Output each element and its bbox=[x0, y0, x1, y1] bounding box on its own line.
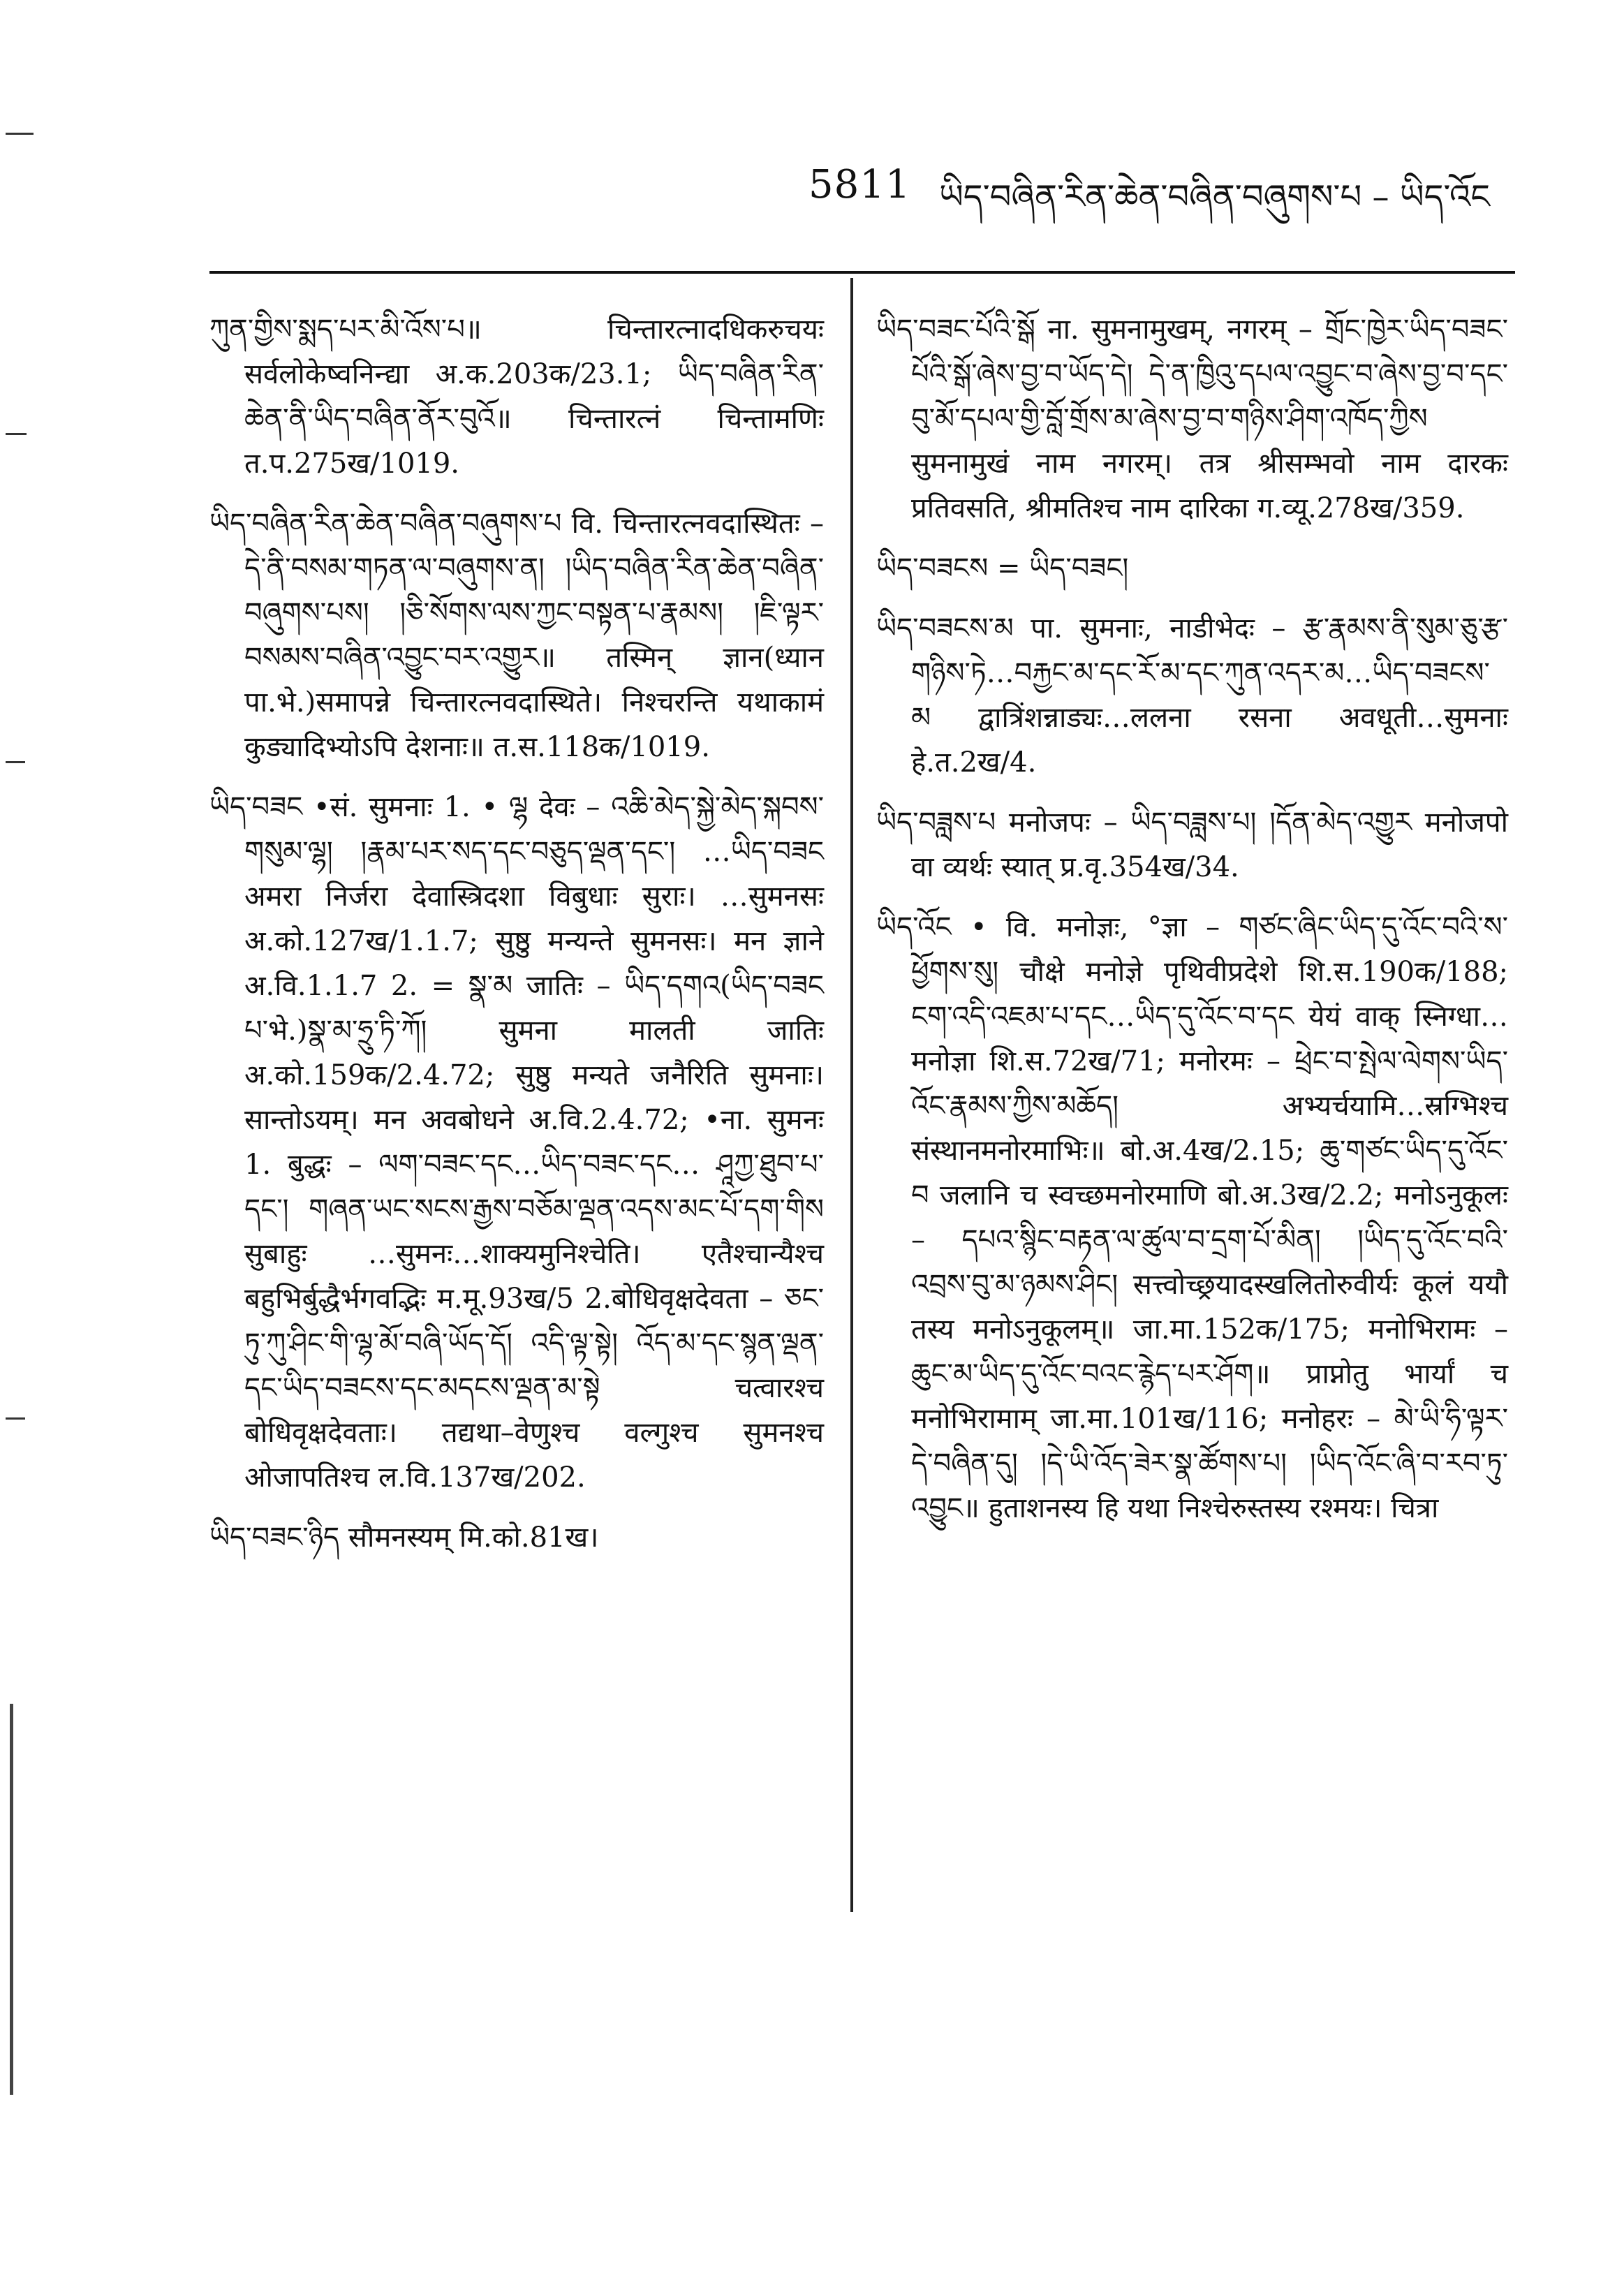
dictionary-entry: ཀུན་གྱིས་སྨད་པར་མི་འོས་པ॥ चिन्तारत्नादधिकरुचयः सर्वलोकेष्वनिन्द्या अ.क.203क/23.1; ཡིད་བཞིན་རིན་ཆེན་ནི་ཡིད་བཞིན་ནོར་བུའོ॥ चिन्तारत्नं चिन्तामणिः त.प.275ख/1019. bbox=[209, 314, 824, 480]
margin-mark bbox=[6, 133, 34, 135]
header-rule bbox=[209, 271, 1515, 274]
margin-scan-line bbox=[10, 1704, 13, 2095]
right-column bbox=[876, 307, 1508, 1546]
running-head: ཡིད་བཞིན་རིན་ཆེན་བཞིན་བཞུགས་པ – ཡིད་འོང bbox=[939, 177, 1490, 216]
column-divider bbox=[850, 278, 853, 1912]
dictionary-entry: ཡིད་བཞིན་རིན་ཆེན་བཞིན་བཞུགས་པ वि. चिन्तारत्नवदास्थितः – དེ་ནི་བསམ་གཏན་ལ་བཞུགས་ན། །ཡིད་བཞིན་རིན་ཆེན་བཞིན་བཞུགས་པས། །ཅི་སོགས་ལས་ཀྱང་བསྟན་པ་རྣམས། །ཇི་ལྟར་བསམས་བཞིན་འབྱུང་བར་འགྱུར॥ तस्मिन् ज्ञान(ध्यान पा.भे.)समापन्ने चिन्तारत्नवदास्थिते। निश्चरन्ति यथाकामं कुड्यादिभ्योऽपि देशनाः॥ त.स.118क/1019. bbox=[209, 508, 824, 763]
dictionary-entry: ཡིད་བཟངས = ཡིད་བཟང། bbox=[876, 552, 1129, 584]
margin-mark bbox=[6, 761, 25, 763]
dictionary-entry: ཡིད་བཟངས་མ पा. सुमनाः, नाडीभेदः – རྩ་རྣམས་ནི་སུམ་ཅུ་རྩ་གཉིས་ཏེ…བརྐྱང་མ་དང་རོ་མ་དང་ཀུན་འདར་མ…ཡིད་བཟངས་མ द्वात्रिंशन्नाड्यः…ललना रसना अवधूती…सुमनाः हे.त.2ख/4. bbox=[876, 612, 1508, 779]
left-column bbox=[209, 307, 824, 1575]
margin-mark bbox=[6, 1417, 25, 1420]
dictionary-entry: ཡིད་བཟང་པོའི་སྒོ ना. सुमनामुखम्, नगरम् – གྲོང་ཁྱེར་ཡིད་བཟང་པོའི་སྒོ་ཞེས་བྱ་བ་ཡོད་དེ། དེ་ན་ཁྱིའུ་དཔལ་འབྱུང་བ་ཞེས་བྱ་བ་དང་བུ་མོ་དཔལ་གྱི་བློ་གྲོས་མ་ཞེས་བྱ་བ་གཉིས་ཤིག་འཁོད་ཀྱིས सुमनामुखं नाम नगरम्। तत्र श्रीसम्भवो नाम दारकः प्रतिवसति, श्रीमतिश्च नाम दारिका ग.व्यू.278ख/359. bbox=[876, 314, 1508, 524]
dictionary-entry: ཡིད་བཟང •सं. सुमनाः 1. • ལྷ देवः – འཆི་མེད་སྐྱེ་མེད་སྐབས་གསུམ་ལྷ། །རྣམ་པར་སད་དང་བཅུད་ལྡན་དང་། …ཡིད་བཟང अमरा निर्जरा देवास्त्रिदशा विबुधाः सुराः। …सुमनसः अ.को.127ख/1.1.7; सुष्ठु मन्यन्ते सुमनसः। मन ज्ञाने अ.वि.1.1.7 2. = སྣ་མ जातिः – ཡིད་དགའ(ཡིད་བཟང པ་भे.)སྣ་མ་ཧྲུ་ཏི་ཀོ། सुमना मालती जातिः अ.को.159क/2.4.72; सुष्ठु मन्यते जनैरिति सुमनाः। सान्तोऽयम्। मन अवबोधने अ.वि.2.4.72; •ना. सुमनः 1. बुद्धः – ལག་བཟང་དང…ཡིད་བཟང་དང… ཤཱཀྱ་ཐུབ་པ་དང་། གཞན་ཡང་སངས་རྒྱས་བཅོམ་ལྡན་འདས་མང་པོ་དག་གིས सुबाहुः …सुमनः…शाक्यमुनिश्चेति। एतैश्चान्यैश्च बहुभिर्बुद्धैर्भगवद्भिः म.मू.93ख/5 2.बोधिवृक्षदेवता – ཅང་ཏུ་ཀུ་ཤིང་གི་ལྷ་མོ་བཞི་ཡོད་དོ། འདི་ལྟ་སྟེ། འོད་མ་དང་སྙན་ལྡན་དང་ཡིད་བཟངས་དང་མདངས་ལྡན་མ་སྟེ चत्वारश्च बोधिवृक्षदेवताः। तद्यथा–वेणुश्च वल्गुश्च सुमनश्च ओजापतिश्च ल.वि.137ख/202. bbox=[209, 791, 824, 1494]
dictionary-entry: ཡིད་བཟླས་པ मनोजपः – ཡིད་བཟླས་པ། །དོན་མེད་འགྱུར मनोजपो वा व्यर्थः स्यात् प्र.वृ.354ख/34. bbox=[876, 806, 1508, 883]
dictionary-entry: ཡིད་འོང • वि. मनोज्ञः, °ज्ञा – གཙང་ཞིང་ཡིད་དུ་འོང་བའི་ས་ཕྱོགས་སུ། चौक्षे मनोज्ञे पृथिवीप्रदेशे शि.स.190क/188; ངག་འདི་འཇམ་པ་དང…ཡིད་དུ་འོང་བ་དང येयं वाक् स्निग्धा… मनोज्ञा शि.स.72ख/71; मनोरमः – ཕྲེང་བ་སྤེལ་ལེགས་ཡིད་འོང་རྣམས་ཀྱིས་མཆོད། अभ्यर्चयामि…स्रग्भिश्च संस्थानमनोरमाभिः॥ बो.अ.4ख/2.15; ཆུ་གཙང་ཡིད་དུ་འོང་བ जलानि च स्वच्छमनोरमाणि बो.अ.3ख/2.2; मनोऽनुकूलः – དཔའ་སྙིང་བརྟན་ལ་ཚུལ་བ་དྲག་པོ་མིན། །ཡིད་དུ་འོང་བའི་འབྲས་བུ་མ་ཉམས་ཤིང། सत्त्वोच्छ्रयादस्खलितोरुवीर्यः कूलं ययौ तस्य मनोऽनुकूलम्॥ जा.मा.152क/175; मनोभिरामः – ཆུང་མ་ཡིད་དུ་འོང་བའང་རྙེད་པར་ཤོག॥ प्राप्नोतु भार्यां च मनोभिरामाम् जा.मा.101ख/116; मनोहरः – མེ་ཡི་ཧི་ལྟར་དེ་བཞིན་དུ། །དེ་ཡི་འོད་ཟེར་སྣ་ཚོགས་པ། །ཡིད་འོང་ཞི་བ་རབ་ཏུ་འབྱུང॥ हुताशनस्य हि यथा निश्चेरुस्तस्य रश्मयः। चित्रा bbox=[876, 911, 1508, 1524]
margin-mark bbox=[6, 433, 27, 435]
page-number: 5811 bbox=[809, 162, 911, 207]
dictionary-entry: ཡིད་བཟང་ཉིད सौमनस्यम् मि.को.81ख। bbox=[209, 1522, 599, 1554]
